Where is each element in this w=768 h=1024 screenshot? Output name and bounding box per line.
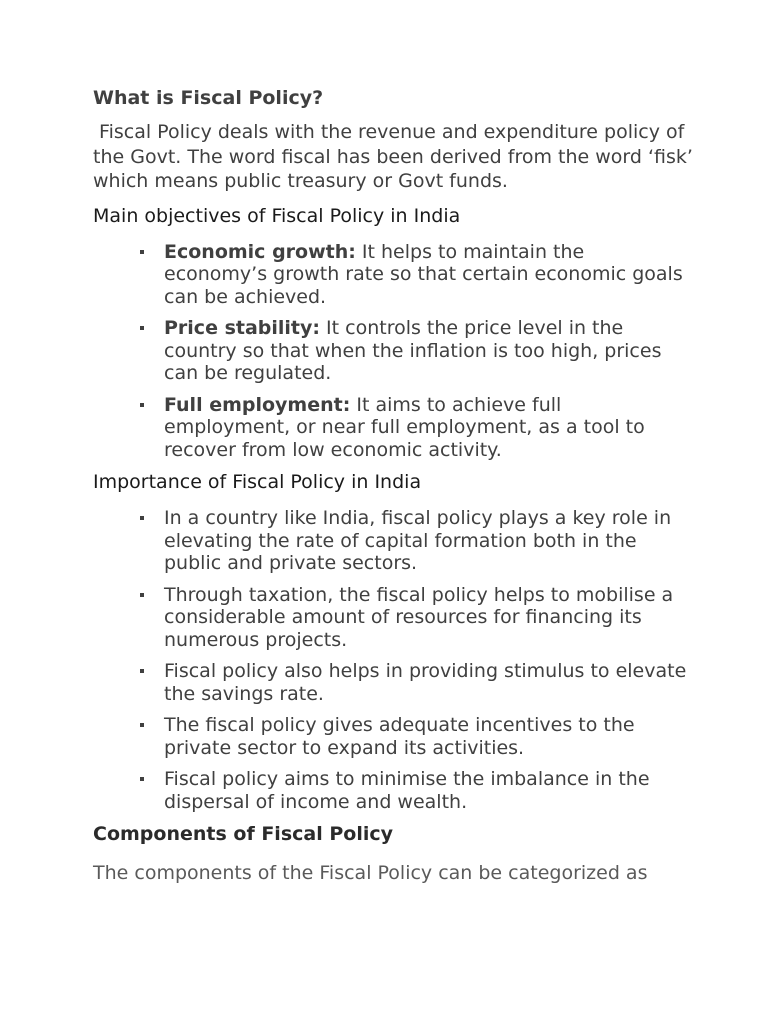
list-item-text: It aims to achieve full employment, or near full employment, as a tool to recover from low economic activity. (164, 393, 645, 461)
list-item (164, 660, 693, 705)
list-item (164, 584, 693, 652)
components-heading: Components of Fiscal Policy (93, 823, 393, 845)
list-item (164, 714, 693, 759)
document-page (93, 86, 699, 885)
importance-heading: Importance of Fiscal Policy in India (93, 471, 422, 493)
list-item-term: Economic growth: (164, 240, 356, 263)
bullet-square-icon (140, 250, 144, 254)
list-item (164, 241, 693, 309)
objectives-heading: Main objectives of Fiscal Policy in India (93, 204, 461, 227)
list-item-text: Through taxation, the fiscal policy helps to mobilise a considerable amount of resources for financing its numerous projects. (164, 583, 674, 651)
objectives-list (93, 241, 693, 462)
list-item (164, 394, 693, 462)
importance-list (93, 507, 693, 813)
list-item-text: Fiscal policy also helps in providing stimulus to elevate the savings rate. (164, 660, 687, 705)
list-item-text: It helps to maintain the economy’s growth rate so that certain economic goals can be achieved. (164, 240, 683, 308)
list-item-term: Price stability: (164, 317, 320, 339)
list-item-text: Fiscal policy aims to minimise the imbalance in the dispersal of income and wealth. (164, 768, 650, 813)
bullet-square-icon (140, 593, 144, 597)
list-item-text: In a country like India, fiscal policy plays a key role in elevating the rate of capital formation both in the public and private sectors. (164, 507, 672, 574)
bullet-square-icon (140, 723, 144, 727)
list-item-text: It controls the price level in the country so that when the inflation is too high, prices can be regulated. (164, 317, 662, 384)
bullet-square-icon (140, 326, 144, 330)
components-paragraph: The components of the Fiscal Policy can be categorized as (93, 862, 648, 884)
list-item (164, 317, 693, 385)
intro-paragraph: Fiscal Policy deals with the revenue and expenditure policy of the Govt. The word fiscal has been derived from the word ‘fisk’ which means public treasury or Govt funds. (93, 121, 699, 192)
bullet-square-icon (140, 516, 144, 520)
page-title: What is Fiscal Policy? (93, 87, 324, 109)
list-item (164, 507, 693, 575)
bullet-square-icon (140, 403, 144, 407)
list-item-term: Full employment: (164, 393, 351, 416)
list-item-text: The fiscal policy gives adequate incentives to the private sector to expand its activities. (164, 714, 635, 759)
bullet-square-icon (140, 669, 144, 673)
bullet-square-icon (140, 777, 144, 781)
list-item (164, 768, 693, 813)
